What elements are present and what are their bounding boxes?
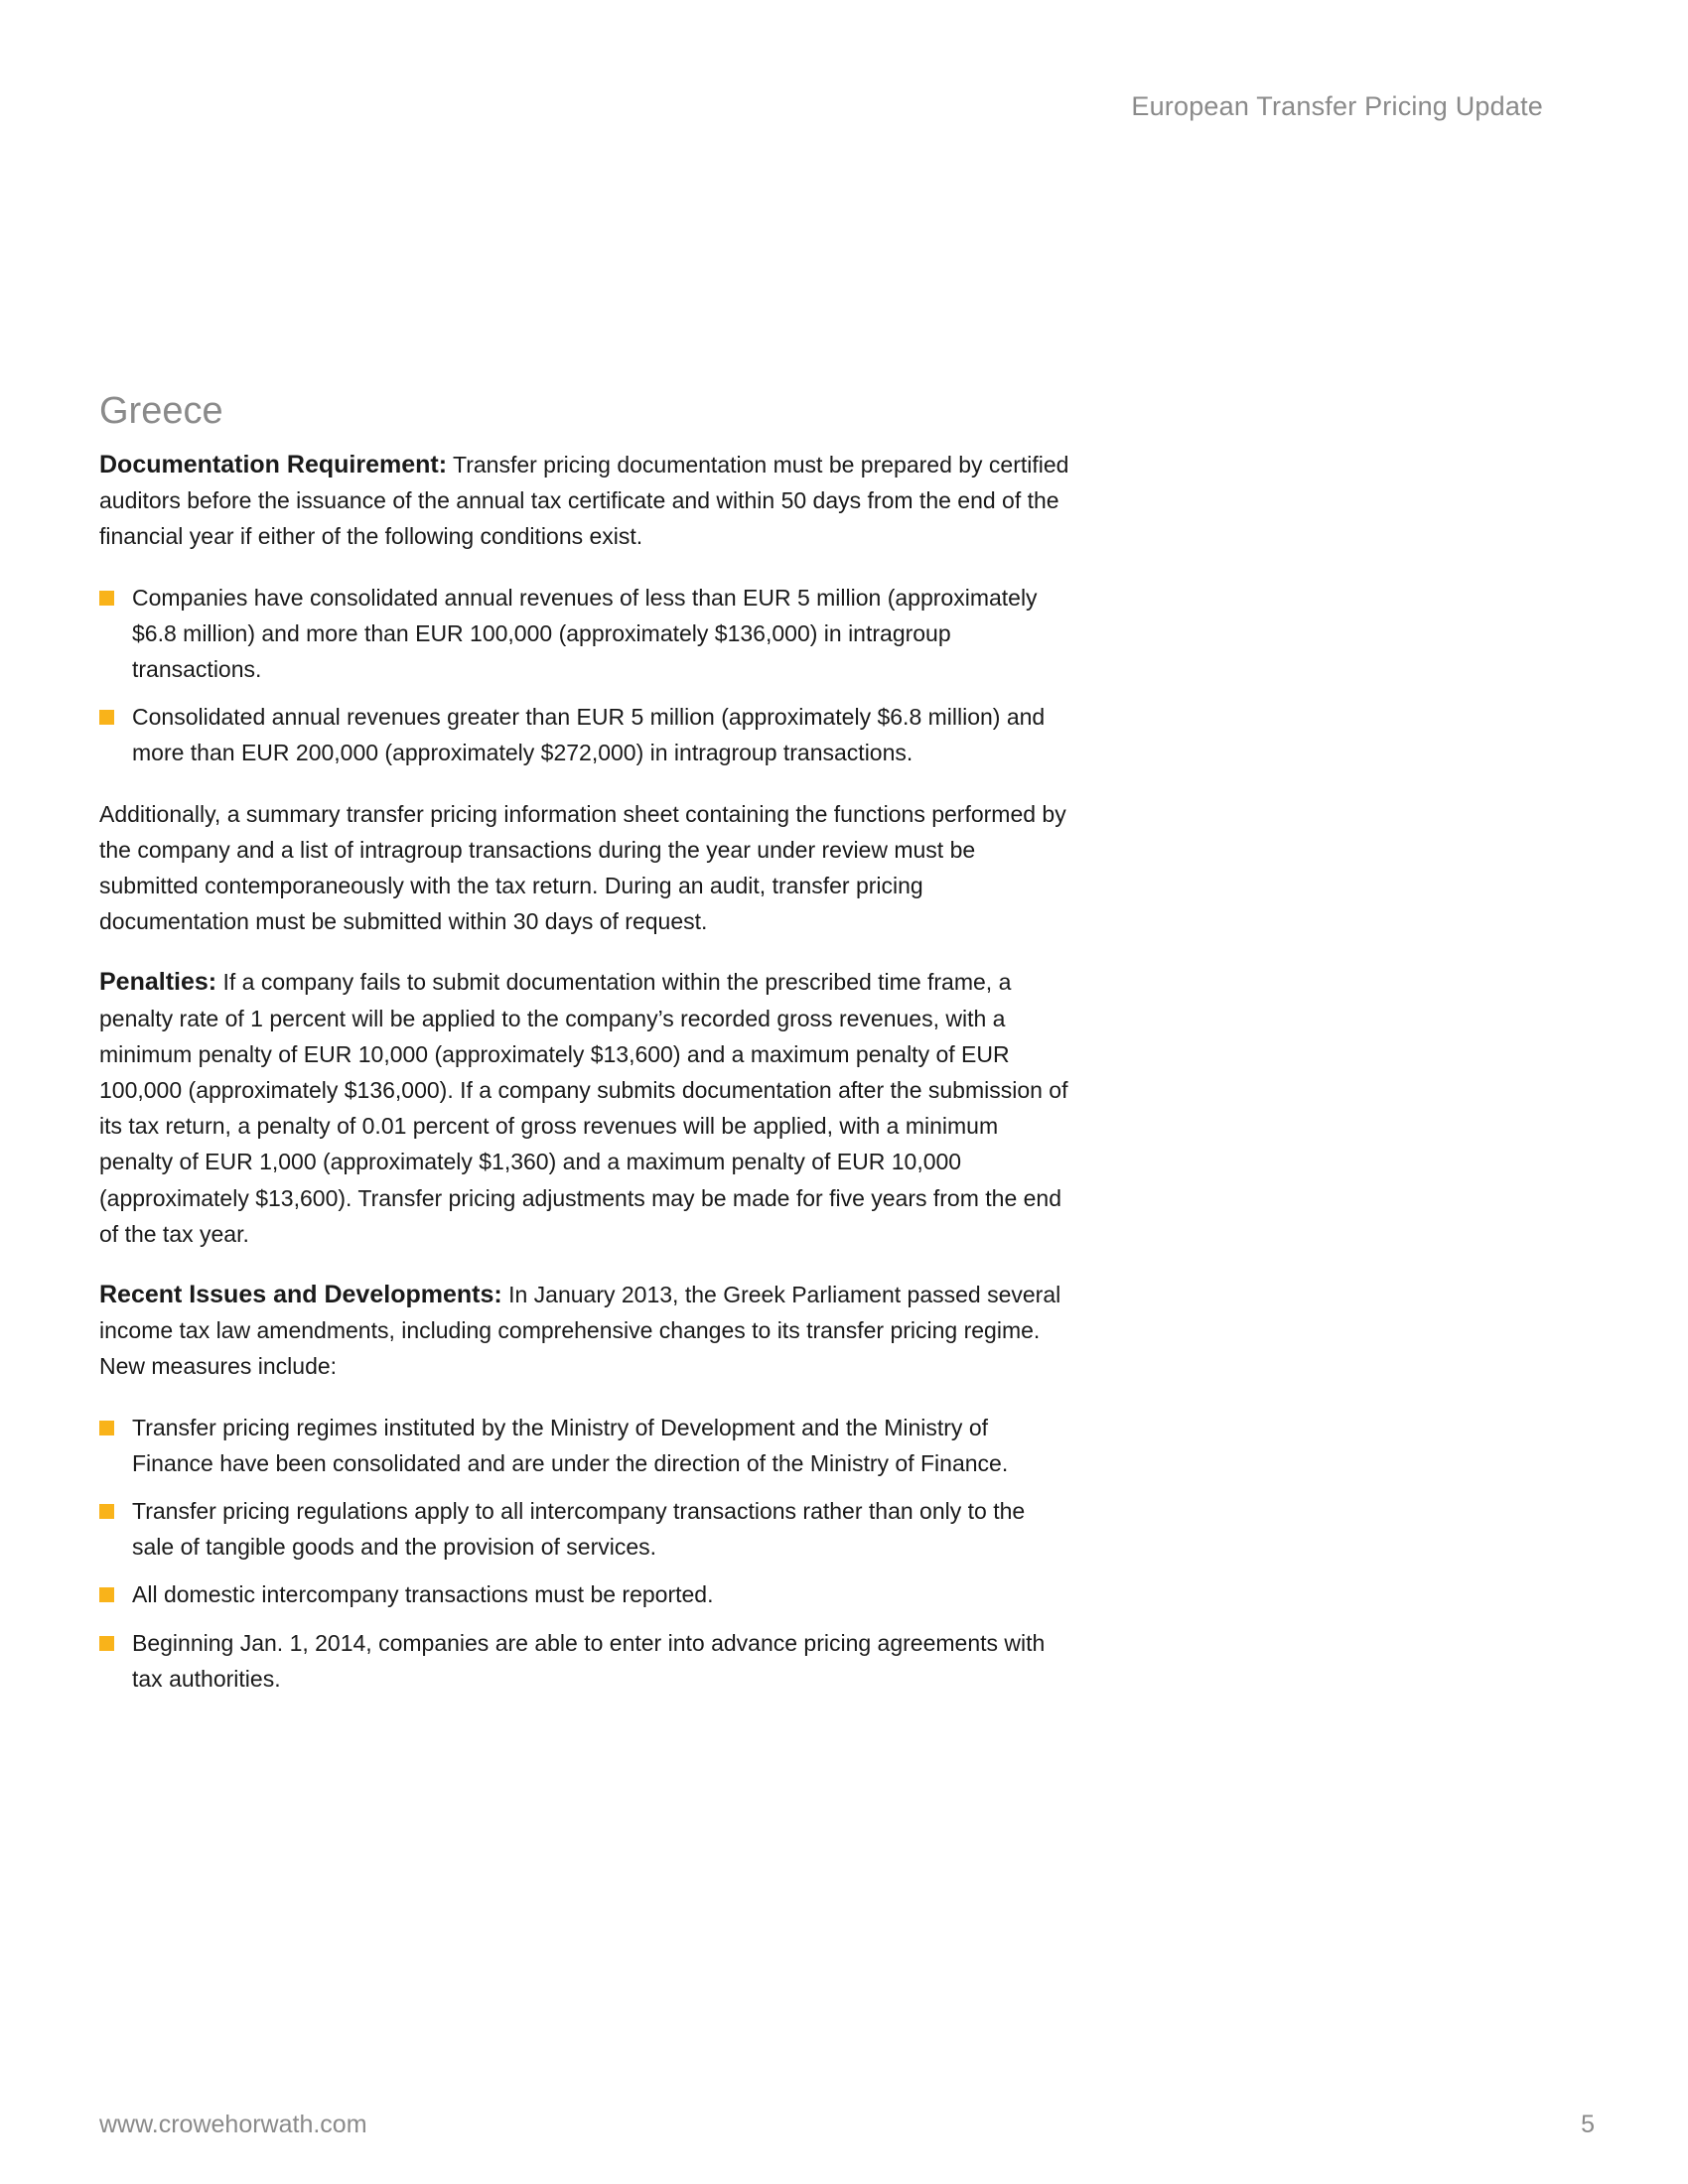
running-header-title: European Transfer Pricing Update bbox=[1131, 91, 1543, 121]
penalties-text: If a company fails to submit documentation within the prescribed time frame, a penalty rate of 1 percent will be applied to the company’s recorded gross revenues, with a minimum penalty of EUR 10,000 (approximately $13,600) and a maximum penalty of EUR 100,000 (approximately $136,000). If a company submits documentation after the submission of its tax return, a penalty of 0.01 percent of gross revenues will be applied, with a minimum penalty of EUR 1,000 (approximately $1,360) and a maximum penalty of EUR 10,000 (approximately $13,600). Transfer pricing adjustments may be made for five years from the end of the tax year. bbox=[99, 969, 1068, 1247]
recent-developments-paragraph bbox=[99, 1277, 1072, 1385]
list-item bbox=[99, 1576, 1072, 1612]
documentation-requirement-lead: Documentation Requirement: bbox=[99, 451, 448, 478]
square-bullet-icon bbox=[99, 1636, 114, 1651]
additional-paragraph: Additionally, a summary transfer pricing information sheet containing the functions performed by the company and a list of intragroup transactions during the year under review must be submitted contemporaneously with the tax return. During an audit, transfer pricing documentation must be submitted within 30 days of request. bbox=[99, 800, 1066, 935]
measure-text: Transfer pricing regulations apply to all intercompany transactions rather than only to the sale of tangible goods and the provision of services. bbox=[132, 1498, 1026, 1561]
condition-text: Consolidated annual revenues greater than EUR 5 million (approximately $6.8 million) and more than EUR 200,000 (approximately $272,000) in intragroup transactions. bbox=[132, 704, 1046, 766]
main-content bbox=[99, 385, 1072, 1721]
footer-url: www.crowehorwath.com bbox=[99, 2111, 367, 2138]
recent-developments-lead: Recent Issues and Developments: bbox=[99, 1281, 502, 1309]
section-title: Greece bbox=[99, 390, 223, 432]
documentation-requirement-paragraph bbox=[99, 447, 1072, 555]
page-number: 5 bbox=[1581, 2111, 1595, 2138]
square-bullet-icon bbox=[99, 1504, 114, 1519]
measures-list bbox=[99, 1410, 1072, 1697]
list-item bbox=[99, 699, 1072, 770]
list-item bbox=[99, 580, 1072, 688]
measure-text: Beginning Jan. 1, 2014, companies are able to enter into advance pricing agreements with tax authorities. bbox=[132, 1629, 1046, 1692]
square-bullet-icon bbox=[99, 1421, 114, 1435]
documentation-requirement-text: Transfer pricing documentation must be prepared by certified auditors before the issuance of the annual tax certificate and within 50 days from the end of the financial year if either of the following conditions exist. bbox=[99, 452, 1069, 550]
condition-text: Companies have consolidated annual revenues of less than EUR 5 million (approximately $6.8 million) and more than EUR 100,000 (approximately $136,000) in intragroup transactions. bbox=[132, 584, 1038, 683]
penalties-paragraph bbox=[99, 964, 1072, 1252]
square-bullet-icon bbox=[99, 1587, 114, 1602]
conditions-list bbox=[99, 580, 1072, 771]
square-bullet-icon bbox=[99, 591, 114, 606]
measure-text: All domestic intercompany transactions must be reported. bbox=[132, 1581, 714, 1608]
list-item bbox=[99, 1493, 1072, 1565]
square-bullet-icon bbox=[99, 710, 114, 725]
recent-developments-text: In January 2013, the Greek Parliament passed several income tax law amendments, including comprehensive changes to its transfer pricing regime. New measures include: bbox=[99, 1282, 1061, 1380]
penalties-lead: Penalties: bbox=[99, 968, 217, 997]
list-item bbox=[99, 1410, 1072, 1481]
list-item bbox=[99, 1625, 1072, 1697]
measure-text: Transfer pricing regimes instituted by the Ministry of Development and the Ministry of Finance have been consolidated and are under the direction of the Ministry of Finance. bbox=[132, 1414, 1009, 1476]
